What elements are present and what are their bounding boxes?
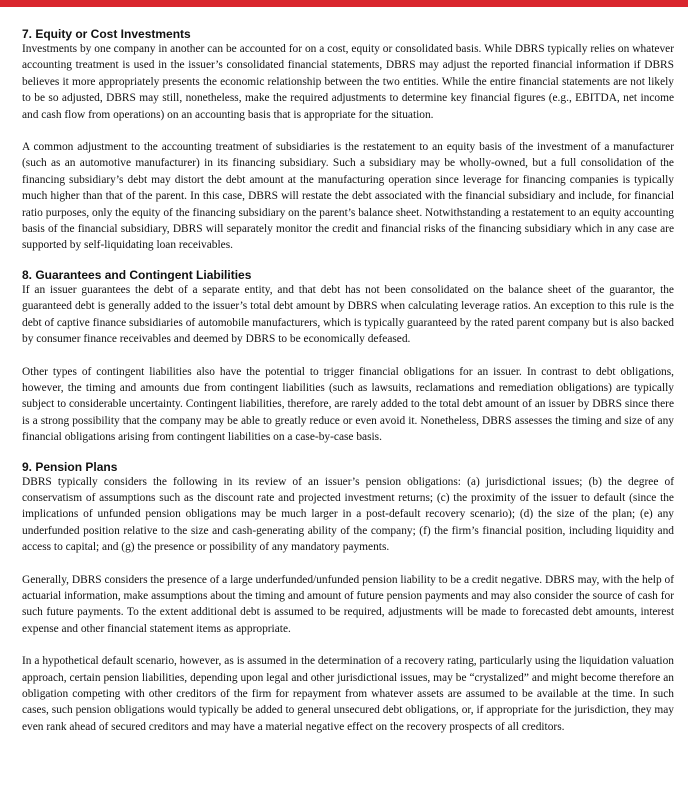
section-heading: 9. Pension Plans (22, 459, 118, 474)
section-heading: 8. Guarantees and Contingent Liabilities (22, 267, 252, 282)
section-guarantees-and-contingent-liabilities (22, 268, 674, 446)
section-pension-plans (22, 460, 674, 736)
paragraph: If an issuer guarantees the debt of a separate entity, and that debt has not been consolidated on the balance sheet of the guarantor, the guaranteed debt is generally added to the issuer’s total debt amount by DBRS when calculating leverage ratios. An exception to this rule is the debt of captive finance subsidiaries of automobile manufacturers, which is typically guaranteed by the rated parent company but is also backed by consumer finance receivables and deemed by DBRS to be economically defeased. (22, 283, 674, 346)
document-body (22, 27, 674, 735)
paragraph: A common adjustment to the accounting treatment of subsidiaries is the restatement to an equity basis of the investment of a manufacturer (such as an automotive manufacturer) in its financing subsidiary. Such a subsidiary may be wholly-owned, but a full consolidation of the financing subsidiary’s debt may distort the debt amount at the manufacturing operation since leverage for financing companies is typically much higher than that of the parent. In this case, DBRS will restate the debt associated with the financial subsidiary and include, for financial ratio purposes, only the equity of the financing subsidiary on the parent’s balance sheet. Notwithstanding a restatement to an equity accounting basis of the financial subsidiary, DBRS will separately monitor the credit and financial risks of the financing subsidiary which in any case are supported by self-liquidating loan receivables. (22, 141, 674, 252)
paragraph: DBRS typically considers the following in its review of an issuer’s pension obligations: (a) jurisdictional issues; (b) the degree of conservatism of assumptions such as the discount rate and projected investment returns; (c) the proximity of the issuer to default (since the implications of unfunded pension obligations may be much larger in a post-default recovery scenario); (d) the size of the plan; (e) any underfunded position relative to the size and cash-generating ability of the company; (f) the firm’s financial position, including liquidity and access to capital; and (g) the presence or possibility of any mandatory payments. (22, 475, 674, 554)
paragraph: Investments by one company in another can be accounted for on a cost, equity or consolidated basis. While DBRS typically relies on whatever accounting treatment is used in the issuer’s consolidated financial statements, DBRS may adjust the reported financial information if DBRS believes it more appropriately presents the economic relationship between the two entities. While the entire financial statements are not likely to be so adjusted, DBRS may still, nonetheless, make the required adjustments to determine key financial figures (e.g., EBITDA, net income and cash flow from operations) on an accounting basis that is appropriate for the situation. (22, 43, 674, 121)
header-accent-bar (0, 0, 688, 7)
paragraph: Other types of contingent liabilities also have the potential to trigger financial obligations for an issuer. In contrast to debt obligations, however, the timing and amounts due from contingent liabilities (such as lawsuits, reclamations and remediation obligations) are typically subject to considerable uncertainty. Contingent liabilities, therefore, are rarely added to the total debt amount of an issuer by DBRS since there is a strong possibility that the company may be able to greatly reduce or even avoid it. Nonetheless, DBRS assesses the timing and size of any financial obligations arising from contingent liabilities on a case-by-case basis. (22, 365, 674, 444)
section-equity-or-cost-investments (22, 27, 674, 254)
paragraph: Generally, DBRS considers the presence of a large underfunded/unfunded pension liability to be a credit negative. DBRS may, with the help of actuarial information, make assumptions about the timing and amount of future pension payments and may also consider the source of cash for such future payments. To the extent additional debt is assumed to be required, adjustments will be made to forecasted debt amounts, interest expense and other financial statement items as appropriate. (22, 573, 674, 635)
section-heading: 7. Equity or Cost Investments (22, 27, 191, 41)
paragraph: In a hypothetical default scenario, however, as is assumed in the determination of a recovery rating, particularly using the liquidation valuation approach, certain pension liabilities, depending upon legal and other jurisdictional issues, may be “crystalized” and might become therefore an obligation competing with other creditors of the firm for repayment from whatever assets are assumed to be available at the time. In such cases, such pension obligations would typically be added to general unsecured debt obligations, or, if appropriate for the jurisdiction, they may even rank ahead of secured creditors and may have a material negative effect on the recovery prospects of all creditors. (22, 655, 674, 733)
